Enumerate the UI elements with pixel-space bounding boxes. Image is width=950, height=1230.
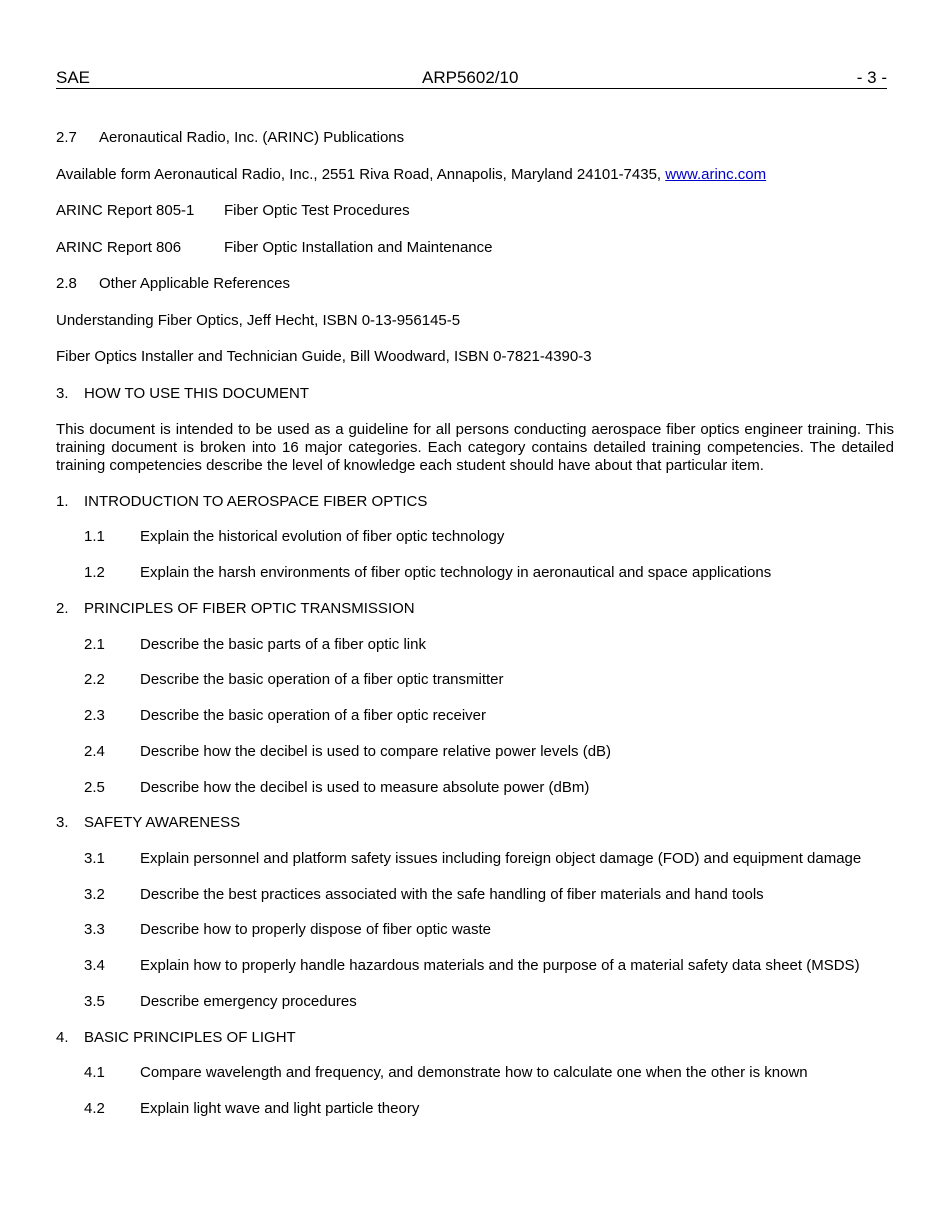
item-text: Explain light wave and light particle theory — [140, 1100, 420, 1117]
section-number: 2.7 — [56, 129, 77, 146]
competency-item — [84, 779, 589, 796]
category-title: INTRODUCTION TO AEROSPACE FIBER OPTICS — [84, 493, 428, 510]
section-title: Other Applicable References — [99, 275, 290, 292]
arinc-availability — [56, 166, 766, 183]
section-number: 2.8 — [56, 275, 77, 292]
item-text: Describe the basic operation of a fiber optic receiver — [140, 707, 487, 724]
competency-item — [84, 743, 611, 760]
item-number: 2.1 — [84, 636, 105, 653]
arinc-website-link[interactable]: www.arinc.com — [665, 166, 767, 183]
competency-item — [84, 528, 504, 545]
section-2-7-heading — [56, 129, 404, 146]
page-header — [56, 66, 887, 89]
item-text: Explain the historical evolution of fiber optic technology — [140, 528, 505, 545]
category-number: 2. — [56, 600, 69, 617]
item-number: 1.1 — [84, 528, 105, 545]
item-text: Describe the best practices associated with the safe handling of fiber materials and hand tools — [140, 886, 764, 903]
item-number: 3.5 — [84, 993, 105, 1010]
category-heading — [56, 600, 415, 617]
category-title: BASIC PRINCIPLES OF LIGHT — [84, 1029, 296, 1046]
competency-item — [84, 886, 764, 903]
header-doc-number: ARP5602/10 — [422, 68, 519, 87]
item-number: 3.2 — [84, 886, 105, 903]
section-title: Aeronautical Radio, Inc. (ARINC) Publications — [99, 129, 405, 146]
section-title: HOW TO USE THIS DOCUMENT — [84, 385, 310, 402]
reference-id: ARINC Report 806 — [56, 239, 182, 256]
competency-item — [84, 707, 486, 724]
category-number: 4. — [56, 1029, 69, 1046]
usage-paragraph: This document is intended to be used as a guideline for all persons conducting aerospace fiber optics engineer training. This training document is broken into 16 major categories. Each category contains detailed training competencies. The detailed training competencies describe the level of knowledge each student should have about that particular item. — [56, 421, 894, 474]
competency-item — [84, 636, 426, 653]
item-text: Explain the harsh environments of fiber optic technology in aeronautical and space applications — [140, 564, 772, 581]
reference-row — [56, 239, 492, 256]
reference-book: Understanding Fiber Optics, Jeff Hecht, ISBN 0-13-956145-5 — [56, 312, 461, 329]
header-org: SAE — [56, 68, 91, 87]
section-2-8-heading — [56, 275, 290, 292]
competency-item — [84, 921, 491, 938]
competency-item — [84, 1064, 808, 1081]
item-text: Describe how the decibel is used to compare relative power levels (dB) — [140, 743, 612, 760]
category-title: PRINCIPLES OF FIBER OPTIC TRANSMISSION — [84, 600, 415, 617]
competency-item — [84, 671, 504, 688]
item-text: Explain how to properly handle hazardous materials and the purpose of a material safety data sheet (MSDS) — [140, 957, 860, 974]
availability-text: Available form Aeronautical Radio, Inc., 2551 Riva Road, Annapolis, Maryland 24101-7435, — [56, 166, 662, 183]
category-heading — [56, 814, 240, 831]
reference-row — [56, 202, 410, 219]
item-text: Describe the basic parts of a fiber optic link — [140, 636, 426, 653]
item-number: 3.4 — [84, 957, 105, 974]
item-number: 2.4 — [84, 743, 105, 760]
competency-item — [84, 564, 771, 581]
item-text: Compare wavelength and frequency, and demonstrate how to calculate one when the other is known — [140, 1064, 808, 1081]
item-text: Describe how the decibel is used to measure absolute power (dBm) — [140, 779, 590, 796]
category-heading — [56, 1029, 296, 1046]
item-text: Describe how to properly dispose of fiber optic waste — [140, 921, 492, 938]
item-number: 1.2 — [84, 564, 105, 581]
item-number: 4.2 — [84, 1100, 105, 1117]
competency-item — [84, 993, 357, 1010]
competency-item — [84, 850, 861, 867]
item-number: 3.1 — [84, 850, 105, 867]
reference-id: ARINC Report 805-1 — [56, 202, 195, 219]
reference-title: Fiber Optic Installation and Maintenance — [224, 239, 493, 256]
category-title: SAFETY AWARENESS — [84, 814, 241, 831]
category-heading — [56, 493, 427, 510]
category-number: 1. — [56, 493, 69, 510]
section-3-heading — [56, 385, 309, 402]
category-number: 3. — [56, 814, 69, 831]
competency-item — [84, 1100, 419, 1117]
header-page-number: - 3 - — [856, 68, 887, 87]
item-number: 2.5 — [84, 779, 105, 796]
item-text: Describe the basic operation of a fiber optic transmitter — [140, 671, 504, 688]
section-number: 3. — [56, 385, 69, 402]
item-number: 2.2 — [84, 671, 105, 688]
competency-item — [84, 957, 860, 974]
reference-title: Fiber Optic Test Procedures — [224, 202, 410, 219]
item-text: Explain personnel and platform safety issues including foreign object damage (FOD) and equipment damage — [140, 850, 862, 867]
item-number: 2.3 — [84, 707, 105, 724]
item-text: Describe emergency procedures — [140, 993, 357, 1010]
item-number: 3.3 — [84, 921, 105, 938]
item-number: 4.1 — [84, 1064, 105, 1081]
reference-book: Fiber Optics Installer and Technician Guide, Bill Woodward, ISBN 0-7821-4390-3 — [56, 348, 592, 365]
